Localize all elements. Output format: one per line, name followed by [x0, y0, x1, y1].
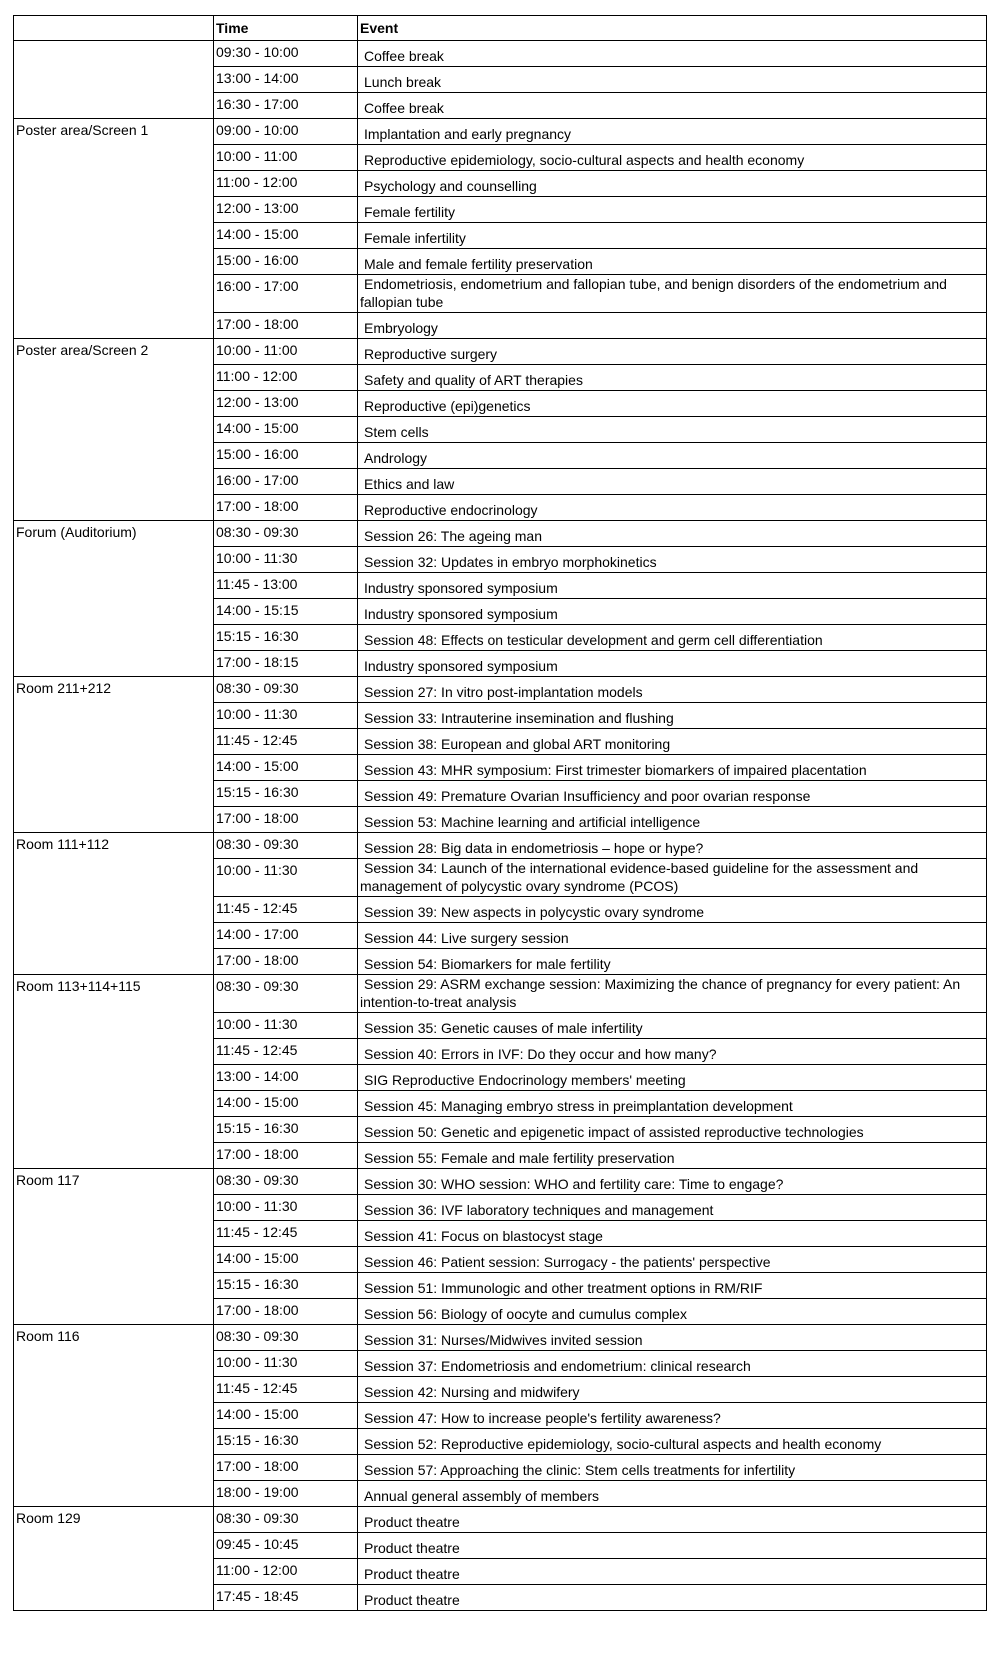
- time-cell: 15:15 - 16:30: [214, 1429, 358, 1455]
- event-cell: Session 47: How to increase people's fertility awareness?: [358, 1403, 987, 1429]
- event-cell: Session 35: Genetic causes of male infertility: [358, 1013, 987, 1039]
- event-cell: Session 32: Updates in embryo morphokinetics: [358, 547, 987, 573]
- schedule-body: [14, 41, 987, 1611]
- time-cell: 16:30 - 17:00: [214, 93, 358, 119]
- time-cell: 14:00 - 15:00: [214, 1247, 358, 1273]
- event-cell: Product theatre: [358, 1585, 987, 1611]
- event-cell: Session 41: Focus on blastocyst stage: [358, 1221, 987, 1247]
- event-cell: Session 48: Effects on testicular development and germ cell differentiation: [358, 625, 987, 651]
- event-cell: Stem cells: [358, 417, 987, 443]
- time-cell: 17:00 - 18:00: [214, 807, 358, 833]
- time-cell: 11:00 - 12:00: [214, 1559, 358, 1585]
- event-cell: Session 33: Intrauterine insemination and flushing: [358, 703, 987, 729]
- event-cell: Male and female fertility preservation: [358, 249, 987, 275]
- event-cell: Reproductive surgery: [358, 339, 987, 365]
- event-cell: Session 56: Biology of oocyte and cumulus complex: [358, 1299, 987, 1325]
- room-cell: Poster area/Screen 2: [14, 339, 214, 521]
- time-cell: 14:00 - 17:00: [214, 923, 358, 949]
- time-cell: 11:00 - 12:00: [214, 365, 358, 391]
- event-cell: Female infertility: [358, 223, 987, 249]
- room-cell: Room 113+114+115: [14, 975, 214, 1169]
- time-cell: 17:00 - 18:00: [214, 1143, 358, 1169]
- table-row: [14, 1325, 987, 1351]
- time-cell: 18:00 - 19:00: [214, 1481, 358, 1507]
- time-cell: 13:00 - 14:00: [214, 67, 358, 93]
- room-cell: [14, 41, 214, 119]
- event-cell: Safety and quality of ART therapies: [358, 365, 987, 391]
- time-cell: 15:00 - 16:00: [214, 443, 358, 469]
- room-cell: Room 211+212: [14, 677, 214, 833]
- event-cell: Coffee break: [358, 41, 987, 67]
- time-cell: 08:30 - 09:30: [214, 1169, 358, 1195]
- time-cell: 10:00 - 11:00: [214, 339, 358, 365]
- table-row: [14, 339, 987, 365]
- event-cell: Session 28: Big data in endometriosis – hope or hype?: [358, 833, 987, 859]
- event-cell: Session 55: Female and male fertility preservation: [358, 1143, 987, 1169]
- time-cell: 17:45 - 18:45: [214, 1585, 358, 1611]
- time-cell: 14:00 - 15:00: [214, 1403, 358, 1429]
- event-cell: Reproductive epidemiology, socio-cultural aspects and health economy: [358, 145, 987, 171]
- room-cell: Room 129: [14, 1507, 214, 1611]
- time-cell: 17:00 - 18:00: [214, 495, 358, 521]
- time-cell: 10:00 - 11:30: [214, 1195, 358, 1221]
- time-cell: 09:45 - 10:45: [214, 1533, 358, 1559]
- time-cell: 11:45 - 12:45: [214, 729, 358, 755]
- time-cell: 12:00 - 13:00: [214, 391, 358, 417]
- time-cell: 14:00 - 15:00: [214, 755, 358, 781]
- room-cell: Room 117: [14, 1169, 214, 1325]
- event-cell: Implantation and early pregnancy: [358, 119, 987, 145]
- time-cell: 14:00 - 15:00: [214, 223, 358, 249]
- event-cell: Ethics and law: [358, 469, 987, 495]
- table-row: [14, 833, 987, 859]
- time-cell: 17:00 - 18:00: [214, 1299, 358, 1325]
- event-cell: Session 30: WHO session: WHO and fertility care: Time to engage?: [358, 1169, 987, 1195]
- event-cell: Session 46: Patient session: Surrogacy - the patients' perspective: [358, 1247, 987, 1273]
- time-cell: 13:00 - 14:00: [214, 1065, 358, 1091]
- event-cell: Psychology and counselling: [358, 171, 987, 197]
- time-cell: 17:00 - 18:00: [214, 1455, 358, 1481]
- event-cell: Product theatre: [358, 1559, 987, 1585]
- table-row: [14, 1507, 987, 1533]
- time-cell: 10:00 - 11:30: [214, 1013, 358, 1039]
- event-cell: Female fertility: [358, 197, 987, 223]
- event-cell: Session 44: Live surgery session: [358, 923, 987, 949]
- time-cell: 08:30 - 09:30: [214, 677, 358, 703]
- event-cell: Session 39: New aspects in polycystic ovary syndrome: [358, 897, 987, 923]
- event-cell: Coffee break: [358, 93, 987, 119]
- event-cell: Reproductive (epi)genetics: [358, 391, 987, 417]
- event-cell: Reproductive endocrinology: [358, 495, 987, 521]
- event-cell: Session 36: IVF laboratory techniques and management: [358, 1195, 987, 1221]
- time-cell: 08:30 - 09:30: [214, 1325, 358, 1351]
- time-cell: 10:00 - 11:30: [214, 703, 358, 729]
- event-cell: Embryology: [358, 313, 987, 339]
- event-cell: Session 34: Launch of the international evidence-based guideline for the assessment and management of polycystic ovary syndrome (PCOS): [358, 859, 987, 897]
- time-cell: 09:00 - 10:00: [214, 119, 358, 145]
- time-cell: 11:45 - 12:45: [214, 1039, 358, 1065]
- event-cell: Session 53: Machine learning and artificial intelligence: [358, 807, 987, 833]
- time-cell: 08:30 - 09:30: [214, 521, 358, 547]
- event-cell: Session 37: Endometriosis and endometrium: clinical research: [358, 1351, 987, 1377]
- table-row: [14, 41, 987, 67]
- room-cell: Room 116: [14, 1325, 214, 1507]
- event-cell: Session 50: Genetic and epigenetic impact of assisted reproductive technologies: [358, 1117, 987, 1143]
- time-cell: 11:45 - 12:45: [214, 897, 358, 923]
- time-cell: 15:15 - 16:30: [214, 781, 358, 807]
- event-cell: Session 42: Nursing and midwifery: [358, 1377, 987, 1403]
- time-cell: 11:00 - 12:00: [214, 171, 358, 197]
- event-cell: Industry sponsored symposium: [358, 599, 987, 625]
- time-cell: 10:00 - 11:30: [214, 1351, 358, 1377]
- time-cell: 15:15 - 16:30: [214, 1117, 358, 1143]
- event-cell: Session 38: European and global ART monitoring: [358, 729, 987, 755]
- time-cell: 15:15 - 16:30: [214, 625, 358, 651]
- table-row: [14, 119, 987, 145]
- event-cell: Product theatre: [358, 1507, 987, 1533]
- time-cell: 11:45 - 13:00: [214, 573, 358, 599]
- time-cell: 11:45 - 12:45: [214, 1221, 358, 1247]
- event-cell: Session 49: Premature Ovarian Insufficiency and poor ovarian response: [358, 781, 987, 807]
- table-row: [14, 677, 987, 703]
- table-row: [14, 975, 987, 1013]
- event-cell: Session 43: MHR symposium: First trimester biomarkers of impaired placentation: [358, 755, 987, 781]
- time-cell: 08:30 - 09:30: [214, 833, 358, 859]
- schedule-table: [13, 15, 987, 1611]
- room-cell: Room 111+112: [14, 833, 214, 975]
- time-cell: 17:00 - 18:15: [214, 651, 358, 677]
- time-cell: 11:45 - 12:45: [214, 1377, 358, 1403]
- event-cell: Session 26: The ageing man: [358, 521, 987, 547]
- table-row: [14, 1169, 987, 1195]
- event-cell: Session 54: Biomarkers for male fertility: [358, 949, 987, 975]
- time-cell: 16:00 - 17:00: [214, 469, 358, 495]
- event-cell: Session 52: Reproductive epidemiology, socio-cultural aspects and health economy: [358, 1429, 987, 1455]
- time-cell: 14:00 - 15:15: [214, 599, 358, 625]
- event-cell: Session 40: Errors in IVF: Do they occur and how many?: [358, 1039, 987, 1065]
- header-row: [14, 16, 987, 41]
- event-cell: Annual general assembly of members: [358, 1481, 987, 1507]
- event-cell: Endometriosis, endometrium and fallopian tube, and benign disorders of the endometrium and fallopian tube: [358, 275, 987, 313]
- event-cell: Lunch break: [358, 67, 987, 93]
- time-cell: 10:00 - 11:30: [214, 859, 358, 897]
- time-cell: 10:00 - 11:00: [214, 145, 358, 171]
- header-event: Event: [358, 16, 987, 41]
- room-cell: Poster area/Screen 1: [14, 119, 214, 339]
- time-cell: 14:00 - 15:00: [214, 417, 358, 443]
- event-cell: Session 57: Approaching the clinic: Stem cells treatments for infertility: [358, 1455, 987, 1481]
- event-cell: Industry sponsored symposium: [358, 651, 987, 677]
- time-cell: 16:00 - 17:00: [214, 275, 358, 313]
- time-cell: 14:00 - 15:00: [214, 1091, 358, 1117]
- time-cell: 17:00 - 18:00: [214, 949, 358, 975]
- header-room: [14, 16, 214, 41]
- time-cell: 10:00 - 11:30: [214, 547, 358, 573]
- header-time: Time: [214, 16, 358, 41]
- event-cell: Session 31: Nurses/Midwives invited session: [358, 1325, 987, 1351]
- room-cell: Forum (Auditorium): [14, 521, 214, 677]
- table-row: [14, 521, 987, 547]
- time-cell: 17:00 - 18:00: [214, 313, 358, 339]
- event-cell: Session 45: Managing embryo stress in preimplantation development: [358, 1091, 987, 1117]
- time-cell: 15:00 - 16:00: [214, 249, 358, 275]
- time-cell: 08:30 - 09:30: [214, 1507, 358, 1533]
- event-cell: Session 27: In vitro post-implantation models: [358, 677, 987, 703]
- time-cell: 09:30 - 10:00: [214, 41, 358, 67]
- event-cell: Industry sponsored symposium: [358, 573, 987, 599]
- time-cell: 12:00 - 13:00: [214, 197, 358, 223]
- event-cell: Session 51: Immunologic and other treatment options in RM/RIF: [358, 1273, 987, 1299]
- event-cell: Session 29: ASRM exchange session: Maximizing the chance of pregnancy for every patient: An intention-to-treat analysis: [358, 975, 987, 1013]
- time-cell: 15:15 - 16:30: [214, 1273, 358, 1299]
- event-cell: SIG Reproductive Endocrinology members' meeting: [358, 1065, 987, 1091]
- event-cell: Andrology: [358, 443, 987, 469]
- time-cell: 08:30 - 09:30: [214, 975, 358, 1013]
- event-cell: Product theatre: [358, 1533, 987, 1559]
